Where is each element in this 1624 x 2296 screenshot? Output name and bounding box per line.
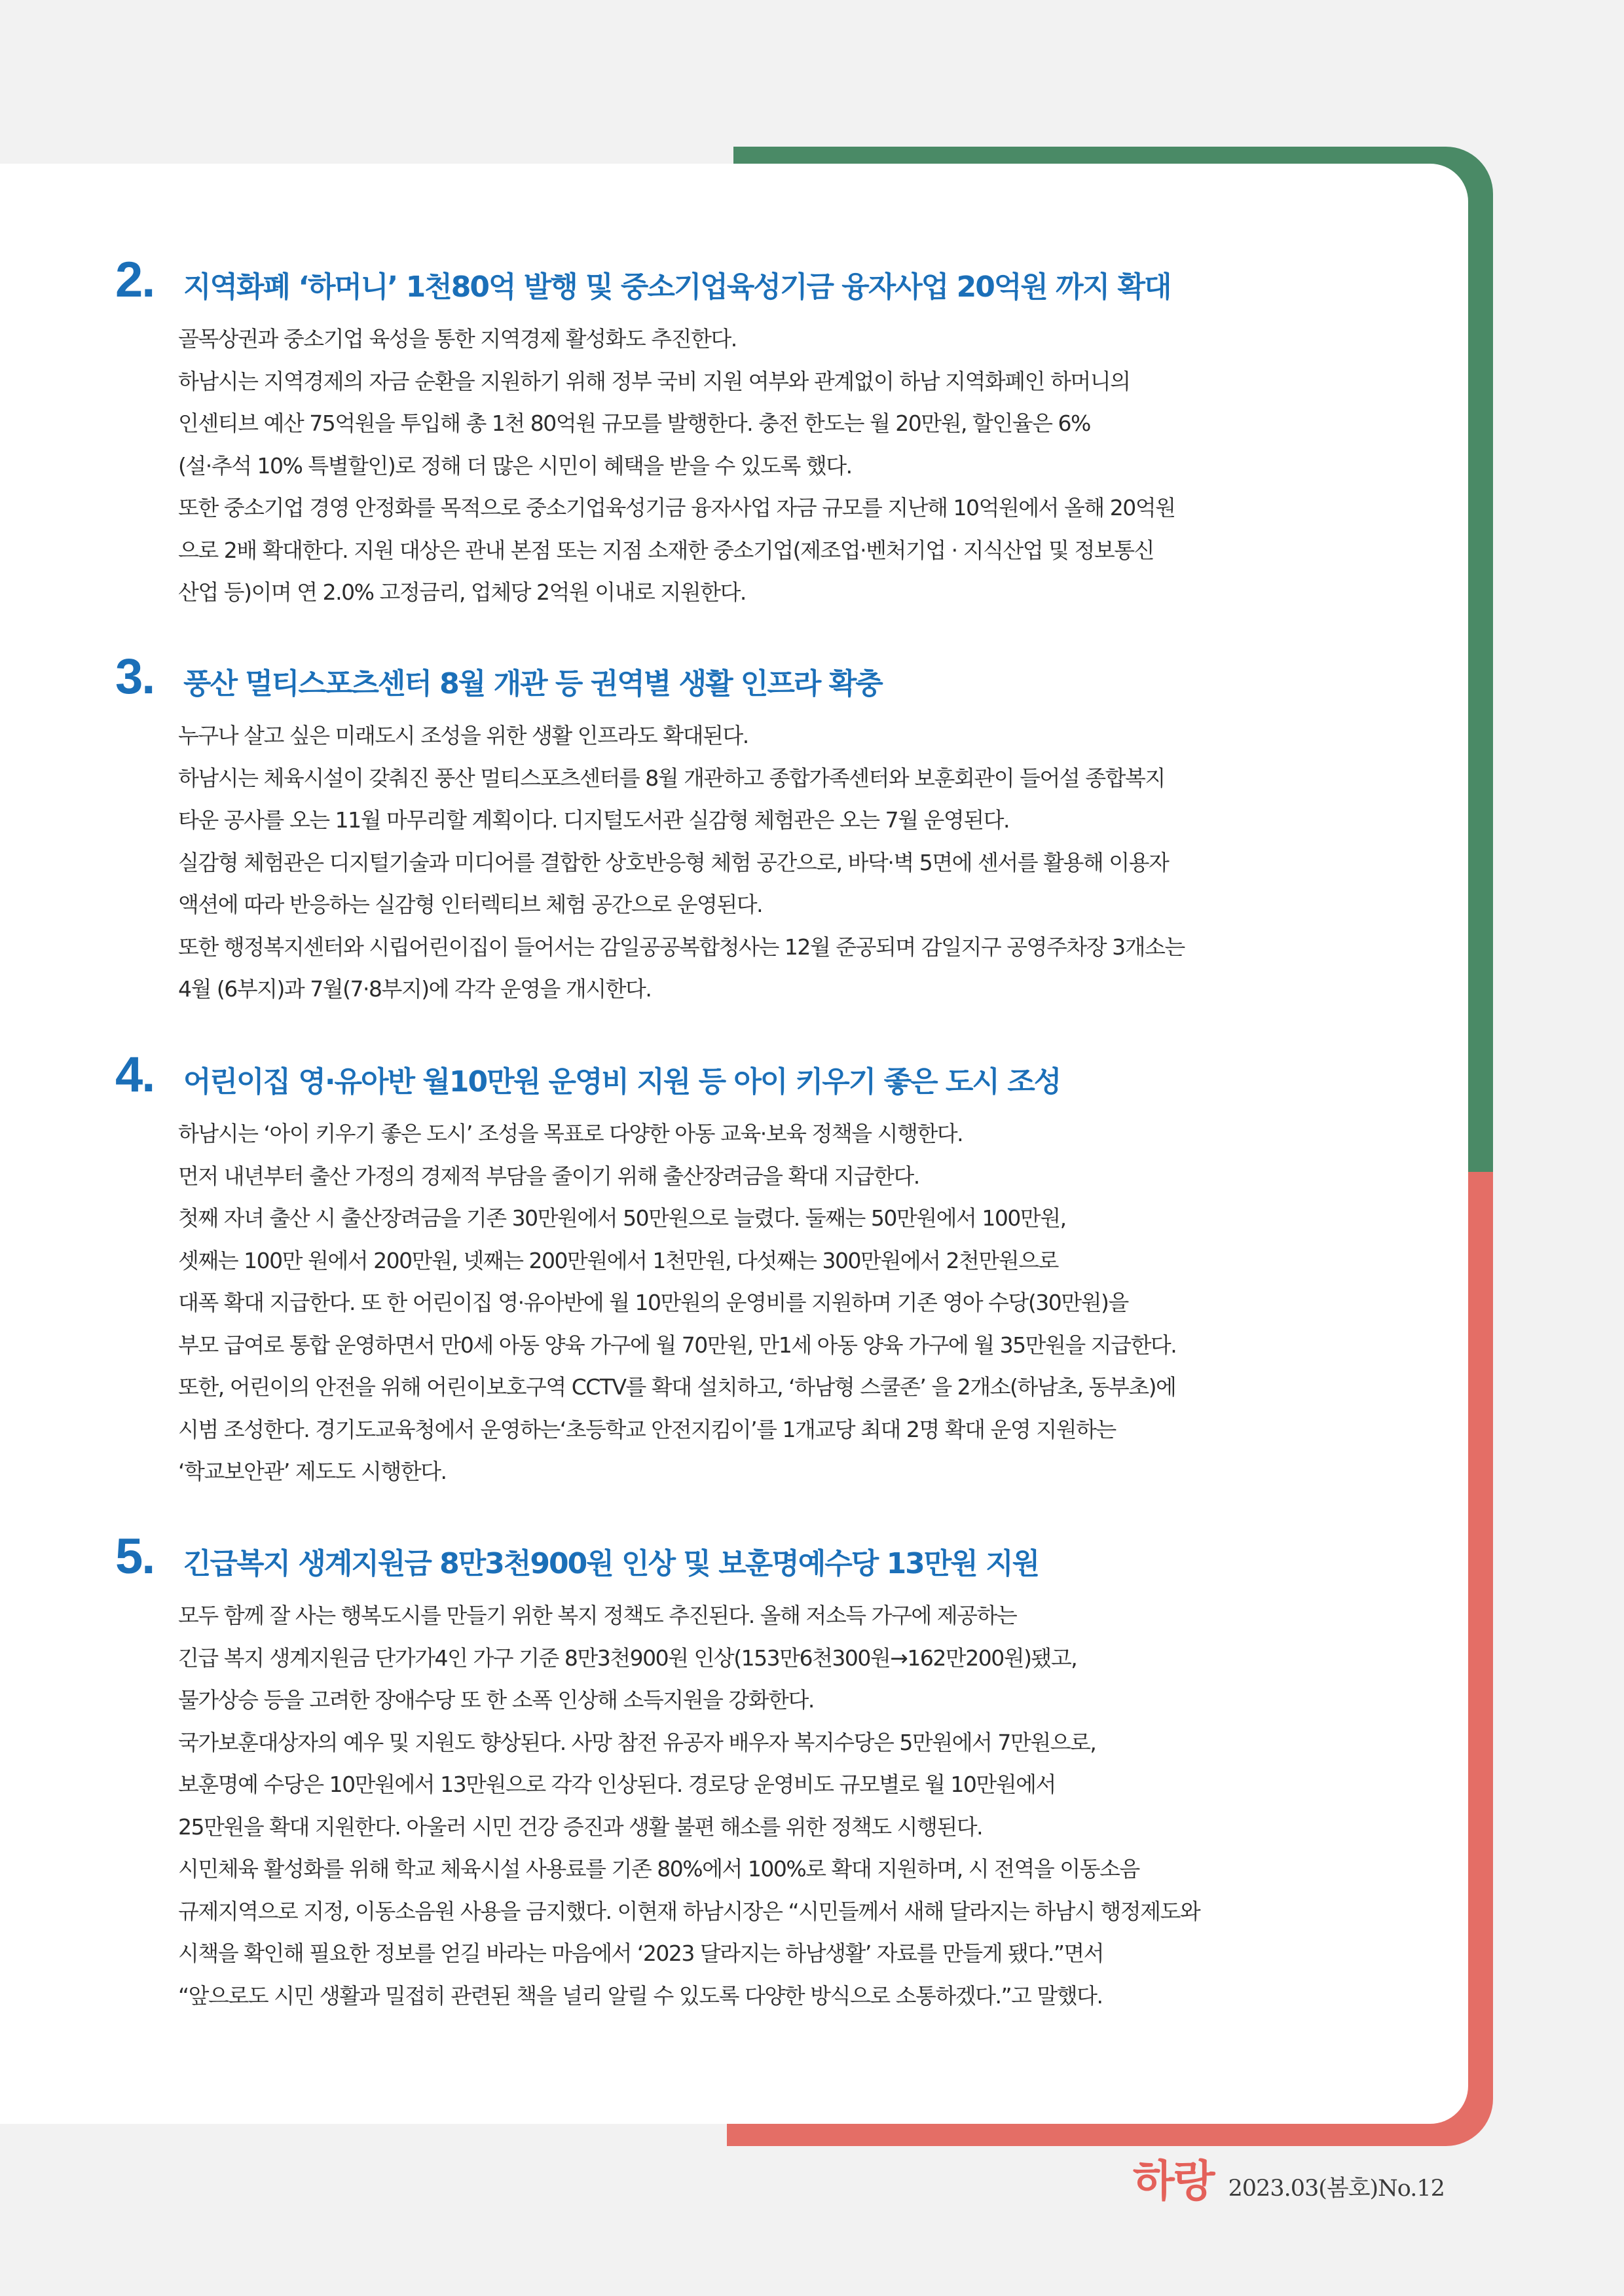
section-4: [115, 1046, 1399, 1493]
issue-label: 2023.03(봄호)No.12: [1228, 2176, 1445, 2202]
section-body: [178, 318, 1399, 614]
body-line: 국가보훈대상자의 예우 및 지원도 향상된다. 사망 참전 유공자 배우자 복지수당은 5만원에서 7만원으로,: [178, 1729, 1096, 1755]
section-title: 어린이집 영·유아반 월10만원 운영비 지원 등 아이 키우기 좋은 도시 조성: [183, 1065, 1061, 1099]
section-title: 풍산 멀티스포츠센터 8월 개관 등 권역별 생활 인프라 확충: [183, 667, 882, 701]
body-line: 누구나 살고 싶은 미래도시 조성을 위한 생활 인프라도 확대된다.: [178, 723, 748, 748]
body-line: 부모 급여로 통합 운영하면서 만0세 아동 양육 가구에 월 70만원, 만1세 아동 양육 가구에 월 35만원을 지급한다.: [178, 1332, 1177, 1358]
body-line: 물가상승 등을 고려한 장애수당 또 한 소폭 인상해 소득지원을 강화한다.: [178, 1687, 814, 1713]
body-line: 긴급 복지 생계지원금 단가가4인 가구 기준 8만3천900원 인상(153만6천300원→162만200원)됐고,: [178, 1645, 1077, 1671]
body-line: 하남시는 체육시설이 갖춰진 풍산 멀티스포츠센터를 8월 개관하고 종합가족센터와 보훈회관이 들어설 종합복지: [178, 765, 1165, 791]
body-line: 으로 2배 확대한다. 지원 대상은 관내 본점 또는 지점 소재한 중소기업(제조업·벤처기업 · 지식산업 및 정보통신: [178, 537, 1154, 563]
section-heading: [115, 251, 1399, 314]
body-line: 골목상권과 중소기업 육성을 통한 지역경제 활성화도 추진한다.: [178, 326, 737, 352]
section-body: [178, 1595, 1399, 2017]
body-line: 또한, 어린이의 안전을 위해 어린이보호구역 CCTV를 확대 설치하고, ‘하남형 스쿨존’ 을 2개소(하남초, 동부초)에: [178, 1374, 1176, 1400]
body-line: 또한 행정복지센터와 시립어린이집이 들어서는 감일공공복합청사는 12월 준공되며 감일지구 공영주차장 3개소는: [178, 934, 1185, 960]
section-number: 5.: [115, 1529, 155, 1584]
body-line: “앞으로도 시민 생활과 밀접히 관련된 책을 널리 알릴 수 있도록 다양한 방식으로 소통하겠다.”고 말했다.: [178, 1982, 1103, 2009]
body-line: 시범 조성한다. 경기도교육청에서 운영하는‘초등학교 안전지킴이’를 1개교당 최대 2명 확대 운영 지원하는: [178, 1416, 1116, 1442]
body-line: 하남시는 ‘아이 키우기 좋은 도시’ 조성을 목표로 다양한 아동 교육·보육 정책을 시행한다.: [178, 1121, 963, 1146]
section-5: [115, 1528, 1399, 2017]
body-line: 먼저 내년부터 출산 가정의 경제적 부담을 줄이기 위해 출산장려금을 확대 지급한다.: [178, 1163, 919, 1189]
page-footer: [1133, 2146, 1445, 2208]
body-line: 액션에 따라 반응하는 실감형 인터렉티브 체험 공간으로 운영된다.: [178, 892, 763, 917]
body-line: 시민체육 활성화를 위해 학교 체육시설 사용료를 기존 80%에서 100%로 확대 지원하며, 시 전역을 이동소음: [178, 1856, 1139, 1882]
body-line: 첫째 자녀 출산 시 출산장려금을 기존 30만원에서 50만원으로 늘렸다. 둘째는 50만원에서 100만원,: [178, 1205, 1066, 1231]
body-line: 타운 공사를 오는 11월 마무리할 계획이다. 디지털도서관 실감형 체험관은 오는 7월 운영된다.: [178, 807, 1009, 833]
body-line: 셋째는 100만 원에서 200만원, 넷째는 200만원에서 1천만원, 다섯째는 300만원에서 2천만원으로: [178, 1247, 1058, 1273]
body-line: 규제지역으로 지정, 이동소음원 사용을 금지했다. 이현재 하남시장은 “시민들께서 새해 달라지는 하남시 행정제도와: [178, 1898, 1200, 1924]
body-line: 4월 (6부지)과 7월(7·8부지)에 각각 운영을 개시한다.: [178, 976, 652, 1002]
section-title: 지역화폐 ‘하머니’ 1천80억 발행 및 중소기업육성기금 융자사업 20억원 까지 확대: [183, 270, 1171, 304]
section-2: [115, 251, 1399, 614]
body-line: 25만원을 확대 지원한다. 아울러 시민 건강 증진과 생활 불편 해소를 위한 정책도 시행된다.: [178, 1813, 983, 1840]
body-line: 모두 함께 잘 사는 행복도시를 만들기 위한 복지 정책도 추진된다. 올해 저소득 가구에 제공하는: [178, 1603, 1017, 1628]
body-line: 또한 중소기업 경영 안정화를 목적으로 중소기업육성기금 융자사업 자금 규모를 지난해 10억원에서 올해 20억원: [178, 495, 1175, 520]
section-3: [115, 648, 1399, 1011]
body-line: 하남시는 지역경제의 자금 순환을 지원하기 위해 정부 국비 지원 여부와 관계없이 하남 지역화폐인 하머니의: [178, 368, 1130, 394]
body-line: 실감형 체험관은 디지털기술과 미디어를 결합한 상호반응형 체험 공간으로, 바닥·벽 5면에 센서를 활용해 이용자: [178, 849, 1169, 875]
body-line: (설·추석 10% 특별할인)로 정해 더 많은 시민이 혜택을 받을 수 있도록 했다.: [178, 452, 852, 479]
section-body: [178, 1113, 1399, 1493]
body-line: 인센티브 예산 75억원을 투입해 총 1천 80억원 규모를 발행한다. 충전 한도는 월 20만원, 할인율은 6%: [178, 410, 1090, 436]
magazine-logo: 하랑: [1133, 2156, 1214, 2206]
section-number: 4.: [115, 1047, 155, 1102]
section-heading: [115, 648, 1399, 711]
section-number: 2.: [115, 252, 155, 308]
section-heading: [115, 1528, 1399, 1591]
body-line: 산업 등)이며 연 2.0% 고정금리, 업체당 2억원 이내로 지원한다.: [178, 579, 746, 605]
section-heading: [115, 1046, 1399, 1109]
body-line: 시책을 확인해 필요한 정보를 얻길 바라는 마음에서 ‘2023 달라지는 하남생활’ 자료를 만들게 됐다.”면서: [178, 1941, 1104, 1966]
section-title: 긴급복지 생계지원금 8만3천900원 인상 및 보훈명예수당 13만원 지원: [183, 1547, 1039, 1580]
section-number: 3.: [115, 649, 155, 704]
body-line: ‘학교보안관’ 제도도 시행한다.: [178, 1459, 447, 1484]
body-line: 보훈명예 수당은 10만원에서 13만원으로 각각 인상된다. 경로당 운영비도 규모별로 월 10만원에서: [178, 1772, 1056, 1797]
body-line: 대폭 확대 지급한다. 또 한 어린이집 영·유아반에 월 10만원의 운영비를 지원하며 기존 영아 수당(30만원)을: [178, 1290, 1128, 1315]
section-body: [178, 715, 1399, 1011]
